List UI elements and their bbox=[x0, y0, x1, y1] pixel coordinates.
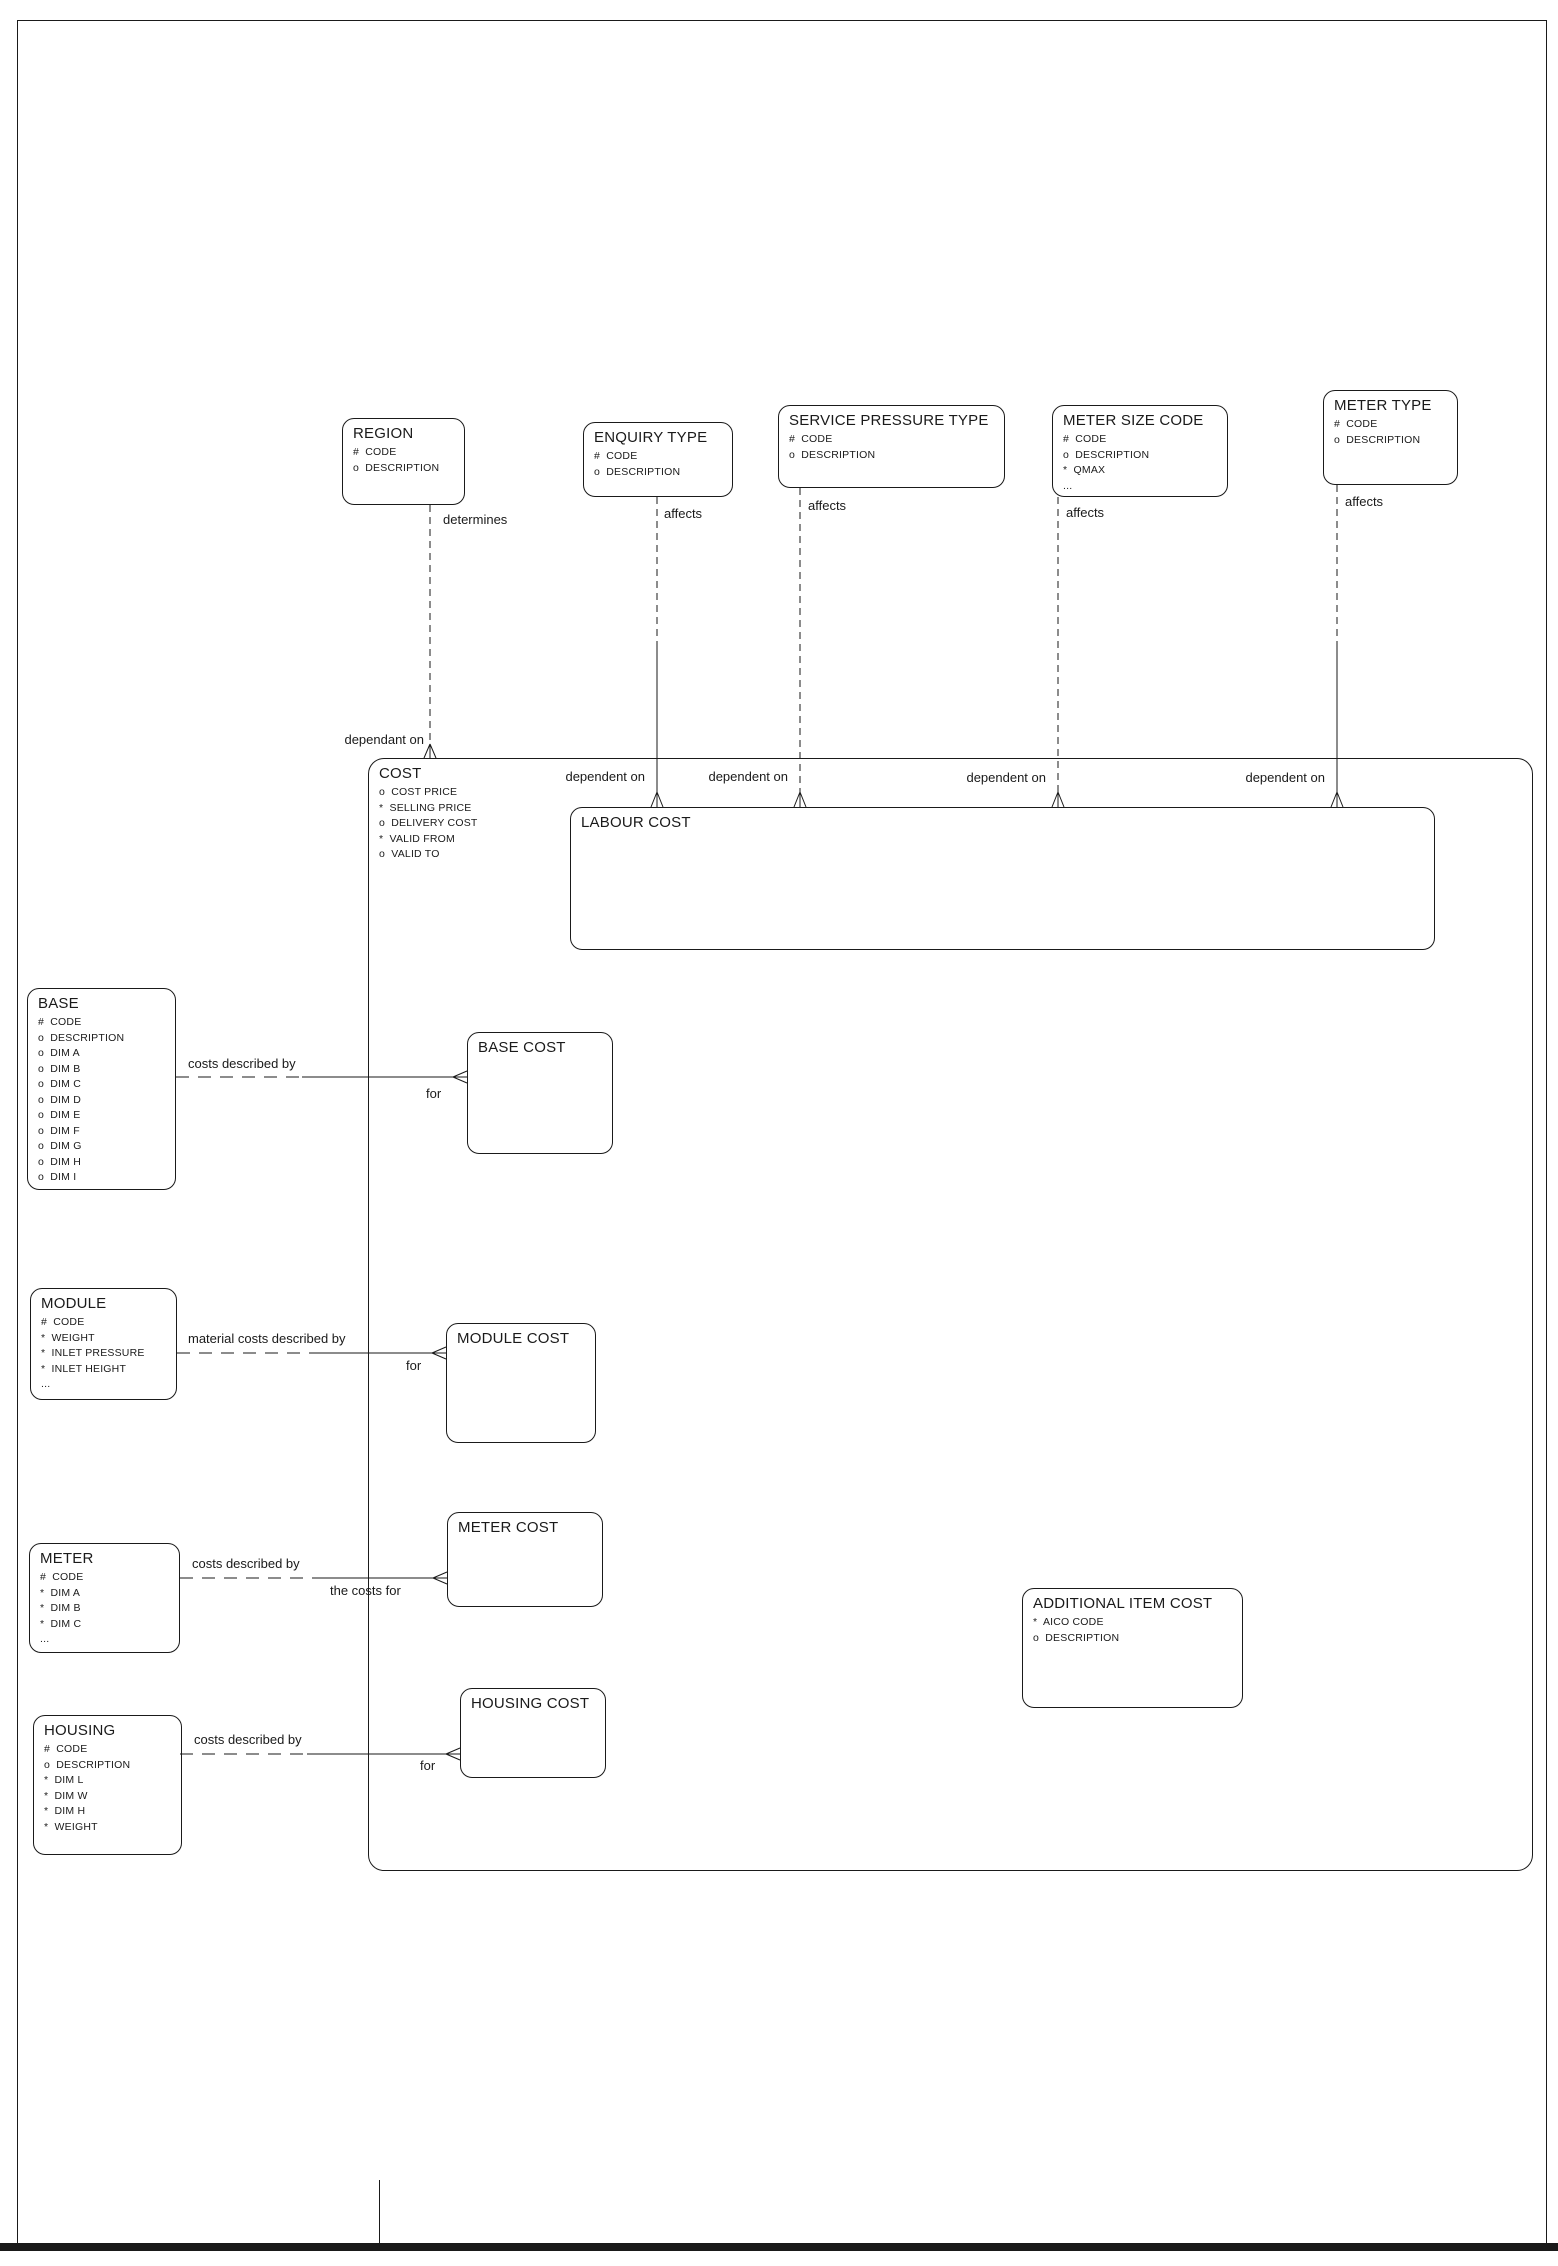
rel-label-dependant-on: dependant on bbox=[344, 732, 424, 747]
entity-title: METER bbox=[40, 1550, 94, 1567]
attribute-row: o DESCRIPTION bbox=[44, 1758, 131, 1771]
attribute-row: o DIM E bbox=[38, 1109, 81, 1121]
rel-label-the-costs-for: the costs for bbox=[330, 1583, 401, 1598]
attribute-list bbox=[1063, 432, 1221, 494]
attribute-row: * INLET PRESSURE bbox=[41, 1347, 145, 1359]
entity-title: SERVICE PRESSURE TYPE bbox=[789, 412, 989, 429]
attribute-row: * DIM L bbox=[44, 1774, 84, 1786]
attribute-row: * DIM W bbox=[44, 1789, 88, 1802]
page-border-left bbox=[17, 20, 18, 2246]
entity-title: METER TYPE bbox=[1334, 397, 1432, 414]
entity-base-cost[interactable] bbox=[467, 1032, 613, 1154]
page-break-line bbox=[379, 2180, 380, 2243]
entity-module-cost[interactable] bbox=[446, 1323, 596, 1443]
attribute-row: * DIM C bbox=[40, 1617, 82, 1630]
rel-label-dependent-on-enquiry: dependent on bbox=[565, 769, 645, 784]
rel-label-affects-service: affects bbox=[808, 498, 847, 513]
attribute-row: o DESCRIPTION bbox=[1334, 433, 1421, 446]
attribute-row: * WEIGHT bbox=[44, 1820, 98, 1833]
entity-labour-cost[interactable] bbox=[570, 807, 1435, 950]
attribute-row: * DIM A bbox=[40, 1586, 81, 1599]
attribute-row: * DIM B bbox=[40, 1602, 81, 1614]
attribute-row: # CODE bbox=[38, 1016, 82, 1028]
entity-title: MODULE bbox=[41, 1295, 107, 1312]
rel-label-costs-described-by-base: costs described by bbox=[188, 1056, 296, 1071]
attribute-list bbox=[40, 1570, 173, 1648]
rel-label-for-housing: for bbox=[420, 1758, 436, 1773]
entity-title: ADDITIONAL ITEM COST bbox=[1033, 1595, 1213, 1612]
attribute-list bbox=[1033, 1615, 1236, 1646]
attribute-row: # CODE bbox=[41, 1316, 85, 1328]
attribute-row: o DESCRIPTION bbox=[353, 461, 440, 474]
crow-foot-region-cost bbox=[424, 744, 436, 758]
rel-label-affects-enquiry: affects bbox=[664, 506, 703, 521]
attribute-list bbox=[353, 445, 458, 476]
attribute-row: * VALID FROM bbox=[379, 832, 455, 845]
entity-title: REGION bbox=[353, 425, 414, 442]
rel-label-dependent-on-meter-size: dependent on bbox=[966, 770, 1046, 785]
entity-title: MODULE COST bbox=[457, 1330, 570, 1347]
entity-title: LABOUR COST bbox=[581, 814, 691, 831]
entity-service-pressure-type[interactable] bbox=[778, 405, 1005, 488]
attribute-row: o VALID TO bbox=[379, 848, 440, 860]
entity-title: HOUSING COST bbox=[471, 1695, 590, 1712]
entity-title: BASE bbox=[38, 995, 79, 1012]
entity-meter-cost[interactable] bbox=[447, 1512, 603, 1607]
rel-label-affects-meter-size: affects bbox=[1066, 505, 1105, 520]
attribute-row: o DIM B bbox=[38, 1062, 81, 1075]
entity-title: COST bbox=[379, 765, 422, 782]
entity-enquiry-type[interactable] bbox=[583, 422, 733, 497]
page-border-right bbox=[1546, 20, 1547, 2246]
attribute-list bbox=[41, 1315, 170, 1393]
entity-module[interactable] bbox=[30, 1288, 177, 1400]
rel-label-for-module: for bbox=[406, 1358, 422, 1373]
attribute-list bbox=[38, 1015, 169, 1186]
attribute-row: ... bbox=[40, 1633, 50, 1645]
attribute-row: o DIM D bbox=[38, 1093, 82, 1106]
attribute-row: o DIM G bbox=[38, 1140, 82, 1152]
entity-housing-cost[interactable] bbox=[460, 1688, 606, 1778]
attribute-row: * QMAX bbox=[1063, 464, 1106, 476]
attribute-list bbox=[594, 449, 726, 480]
entity-housing[interactable] bbox=[33, 1715, 182, 1855]
entity-region[interactable] bbox=[342, 418, 465, 505]
attribute-row: o DESCRIPTION bbox=[789, 448, 876, 461]
attribute-row: * AICO CODE bbox=[1033, 1616, 1104, 1628]
attribute-row: o DIM A bbox=[38, 1047, 80, 1059]
attribute-list bbox=[1334, 417, 1451, 448]
attribute-row: # CODE bbox=[594, 450, 638, 462]
entity-title: METER SIZE CODE bbox=[1063, 412, 1204, 429]
attribute-row: * SELLING PRICE bbox=[379, 801, 472, 814]
rel-label-costs-described-by-meter: costs described by bbox=[192, 1556, 300, 1571]
rel-label-dependent-on-service: dependent on bbox=[708, 769, 788, 784]
attribute-row: # CODE bbox=[40, 1571, 84, 1583]
attribute-row: o DESCRIPTION bbox=[594, 465, 681, 478]
attribute-row: o DESCRIPTION bbox=[38, 1031, 125, 1044]
rel-label-affects-meter-type: affects bbox=[1345, 494, 1384, 509]
rel-label-for-base: for bbox=[426, 1086, 442, 1101]
attribute-row: ... bbox=[41, 1378, 51, 1390]
entity-base[interactable] bbox=[27, 988, 176, 1190]
attribute-row: o COST PRICE bbox=[379, 786, 458, 798]
attribute-row: # CODE bbox=[1334, 418, 1378, 430]
attribute-row: o DESCRIPTION bbox=[1033, 1631, 1120, 1644]
entity-additional-item-cost[interactable] bbox=[1022, 1588, 1243, 1708]
attribute-row: ... bbox=[1063, 479, 1073, 492]
attribute-list bbox=[44, 1742, 175, 1835]
attribute-row: * WEIGHT bbox=[41, 1331, 95, 1344]
entity-title: ENQUIRY TYPE bbox=[594, 429, 708, 446]
page-border-top bbox=[17, 20, 1547, 21]
rel-label-determines: determines bbox=[443, 512, 508, 527]
attribute-row: o DELIVERY COST bbox=[379, 817, 478, 829]
attribute-row: # CODE bbox=[353, 446, 397, 458]
entity-title: BASE COST bbox=[478, 1039, 566, 1056]
attribute-row: o DIM H bbox=[38, 1155, 82, 1168]
attribute-row: * DIM H bbox=[44, 1805, 86, 1817]
entity-title: METER COST bbox=[458, 1519, 559, 1536]
attribute-row: # CODE bbox=[789, 433, 833, 445]
attribute-list bbox=[789, 432, 998, 463]
rel-label-costs-described-by-housing: costs described by bbox=[194, 1732, 302, 1747]
attribute-row: * INLET HEIGHT bbox=[41, 1362, 127, 1375]
attribute-row: o DIM F bbox=[38, 1124, 80, 1137]
entity-meter-size-code[interactable] bbox=[1052, 405, 1228, 497]
attribute-row: # CODE bbox=[1063, 433, 1107, 445]
attribute-row: o DESCRIPTION bbox=[1063, 448, 1150, 461]
entity-meter-type[interactable] bbox=[1323, 390, 1458, 485]
attribute-row: o DIM I bbox=[38, 1171, 77, 1183]
attribute-row: # CODE bbox=[44, 1743, 88, 1755]
entity-title: HOUSING bbox=[44, 1722, 116, 1739]
rel-label-dependent-on-meter-type: dependent on bbox=[1245, 770, 1325, 785]
rel-label-material-costs-described-by: material costs described by bbox=[188, 1331, 346, 1346]
attribute-row: o DIM C bbox=[38, 1078, 82, 1090]
page-footer-bar bbox=[0, 2243, 1558, 2251]
entity-meter[interactable] bbox=[29, 1543, 180, 1653]
